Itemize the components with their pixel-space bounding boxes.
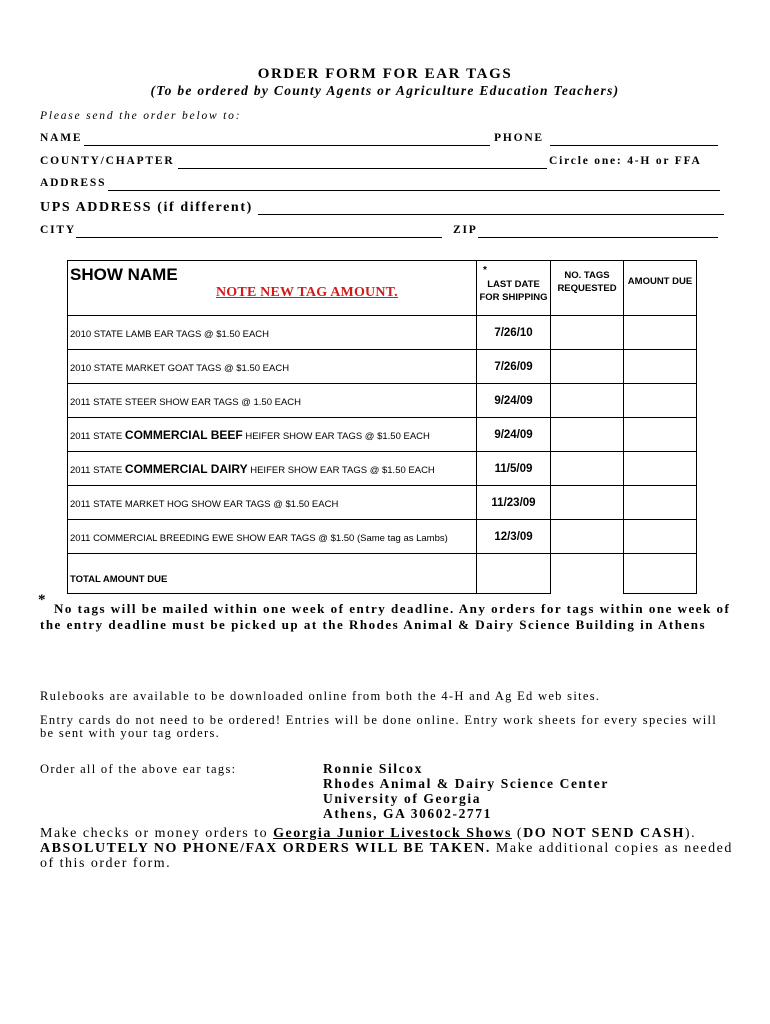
city-field[interactable] bbox=[76, 237, 442, 238]
table-header-row bbox=[68, 261, 697, 316]
shipping-notice-text: No tags will be mailed within one week of entry deadline. Any orders for tags within one week of the entry deadline must be picked up at the Rhodes Animal & Dairy Science Building in Athens bbox=[40, 601, 731, 632]
show-item-text-emphasis: COMMERCIAL BEEF bbox=[124, 427, 243, 442]
phone-label: PHONE bbox=[494, 132, 544, 144]
checks-text-3: ). bbox=[684, 826, 697, 841]
tags-requested-cell[interactable] bbox=[551, 520, 624, 554]
last-date-header bbox=[477, 261, 551, 316]
ups-address-label: UPS ADDRESS (if different) bbox=[40, 200, 253, 215]
form-title: ORDER FORM FOR EAR TAGS bbox=[257, 66, 513, 82]
show-item-text-pre: 2011 STATE MARKET HOG SHOW EAR TAGS @ $1.50 EACH bbox=[70, 498, 339, 510]
table-row bbox=[68, 350, 697, 384]
checks-text-1: Make checks or money orders to bbox=[40, 826, 274, 841]
tags-requested-cell[interactable] bbox=[551, 350, 624, 384]
tags-header-line1: NO. TAGS bbox=[564, 270, 610, 281]
show-name-header: SHOW NAME bbox=[70, 265, 178, 284]
last-date-header-line2: FOR SHIPPING bbox=[479, 292, 548, 303]
send-instruction: Please send the order below to: bbox=[40, 110, 242, 122]
amount-due-cell[interactable] bbox=[624, 486, 697, 520]
asterisk-marker: * bbox=[483, 265, 487, 276]
show-item-cell bbox=[68, 418, 477, 452]
amount-due-cell[interactable] bbox=[624, 384, 697, 418]
shipping-notice bbox=[40, 601, 740, 633]
total-amount-cell[interactable] bbox=[624, 554, 697, 594]
payment-instructions bbox=[40, 826, 740, 871]
rulebooks-note: Rulebooks are available to be downloaded online from both the 4-H and Ag Ed web sites. bbox=[40, 689, 601, 703]
show-item-cell bbox=[68, 452, 477, 486]
note-new-tag-amount: NOTE NEW TAG AMOUNT. bbox=[216, 285, 398, 300]
address-label: ADDRESS bbox=[40, 177, 107, 189]
show-name-header-cell bbox=[68, 261, 477, 316]
table-row bbox=[68, 316, 697, 350]
form-subtitle: (To be ordered by County Agents or Agriculture Education Teachers) bbox=[150, 83, 620, 98]
mailing-address bbox=[323, 761, 609, 821]
tags-requested-cell[interactable] bbox=[551, 316, 624, 350]
show-item-cell bbox=[68, 486, 477, 520]
payee-name: Georgia Junior Livestock Shows bbox=[273, 826, 512, 841]
county-chapter-field[interactable] bbox=[178, 168, 547, 169]
zip-label: ZIP bbox=[453, 224, 478, 236]
last-shipping-date: 11/5/09 bbox=[477, 452, 551, 486]
no-cash-warning: DO NOT SEND CASH bbox=[523, 826, 685, 841]
amount-due-cell[interactable] bbox=[624, 452, 697, 486]
tags-requested-cell[interactable] bbox=[551, 486, 624, 520]
ups-address-field[interactable] bbox=[258, 214, 724, 215]
show-item-cell bbox=[68, 350, 477, 384]
table-row bbox=[68, 520, 697, 554]
last-shipping-date: 9/24/09 bbox=[477, 384, 551, 418]
show-item-text-post: HEIFER SHOW EAR TAGS @ $1.50 EACH bbox=[247, 464, 435, 476]
table-row bbox=[68, 418, 697, 452]
tags-requested-cell[interactable] bbox=[551, 452, 624, 486]
total-tags-cell bbox=[551, 554, 624, 594]
order-table bbox=[67, 260, 697, 594]
show-item-text-pre: 2011 STATE bbox=[70, 430, 125, 442]
city-label: CITY bbox=[40, 224, 76, 236]
last-shipping-date: 7/26/10 bbox=[477, 316, 551, 350]
notice-asterisk: * bbox=[38, 592, 46, 608]
amount-due-cell[interactable] bbox=[624, 520, 697, 554]
checks-text-2: ( bbox=[511, 826, 524, 841]
address-line-4: Athens, GA 30602-2771 bbox=[323, 806, 492, 821]
last-shipping-date: 11/23/09 bbox=[477, 486, 551, 520]
table-row bbox=[68, 384, 697, 418]
table-row bbox=[68, 486, 697, 520]
show-item-text-pre: 2010 STATE MARKET GOAT TAGS @ $1.50 EACH bbox=[70, 362, 290, 374]
show-item-text-post: HEIFER SHOW EAR TAGS @ $1.50 EACH bbox=[242, 430, 430, 442]
show-item-text-pre: 2011 COMMERCIAL BREEDING EWE SHOW EAR TAGS @ $1.50 (Same tag as Lambs) bbox=[70, 532, 448, 544]
show-item-text-pre: 2011 STATE STEER SHOW EAR TAGS @ 1.50 EACH bbox=[70, 396, 302, 408]
last-shipping-date: 12/3/09 bbox=[477, 520, 551, 554]
no-phone-fax-warning: ABSOLUTELY NO PHONE/FAX ORDERS WILL BE TAKEN. bbox=[40, 841, 491, 856]
last-shipping-date: 7/26/09 bbox=[477, 350, 551, 384]
amount-due-header bbox=[624, 261, 697, 316]
show-item-text-pre: 2010 STATE LAMB EAR TAGS @ $1.50 EACH bbox=[70, 328, 270, 340]
show-item-cell bbox=[68, 384, 477, 418]
last-shipping-date: 9/24/09 bbox=[477, 418, 551, 452]
show-item-text-emphasis: COMMERCIAL DAIRY bbox=[124, 461, 248, 476]
name-label: NAME bbox=[40, 132, 83, 144]
checks-text-4: Make additional copies as needed of this order form. bbox=[40, 841, 733, 871]
total-row bbox=[68, 554, 697, 594]
show-item-text-pre: 2011 STATE bbox=[70, 464, 125, 476]
address-line-2: Rhodes Animal & Dairy Science Center bbox=[323, 776, 609, 791]
tags-header-line2: REQUESTED bbox=[557, 283, 617, 294]
tags-requested-cell[interactable] bbox=[551, 418, 624, 452]
tags-requested-header bbox=[551, 261, 624, 316]
name-field[interactable] bbox=[84, 145, 490, 146]
show-item-cell bbox=[68, 316, 477, 350]
address-line-3: University of Georgia bbox=[323, 791, 482, 806]
zip-field[interactable] bbox=[478, 237, 718, 238]
total-empty-cell bbox=[477, 554, 551, 594]
order-all-label: Order all of the above ear tags: bbox=[40, 762, 237, 776]
last-date-header-line1: LAST DATE bbox=[487, 279, 540, 290]
phone-field[interactable] bbox=[550, 145, 718, 146]
address-line-1: Ronnie Silcox bbox=[323, 761, 423, 776]
amount-due-cell[interactable] bbox=[624, 316, 697, 350]
amount-due-cell[interactable] bbox=[624, 350, 697, 384]
amount-due-header-label: AMOUNT DUE bbox=[627, 276, 693, 287]
amount-due-cell[interactable] bbox=[624, 418, 697, 452]
total-amount-label: TOTAL AMOUNT DUE bbox=[68, 554, 477, 594]
show-item-cell bbox=[68, 520, 477, 554]
tags-requested-cell[interactable] bbox=[551, 384, 624, 418]
circle-one-text: Circle one: 4-H or FFA bbox=[549, 155, 702, 167]
county-chapter-label: COUNTY/CHAPTER bbox=[40, 155, 175, 167]
entry-cards-note: Entry cards do not need to be ordered! Entries will be done online. Entry work sheets for every species will be sent with your tag orders. bbox=[40, 713, 718, 740]
table-row bbox=[68, 452, 697, 486]
address-field[interactable] bbox=[108, 190, 720, 191]
